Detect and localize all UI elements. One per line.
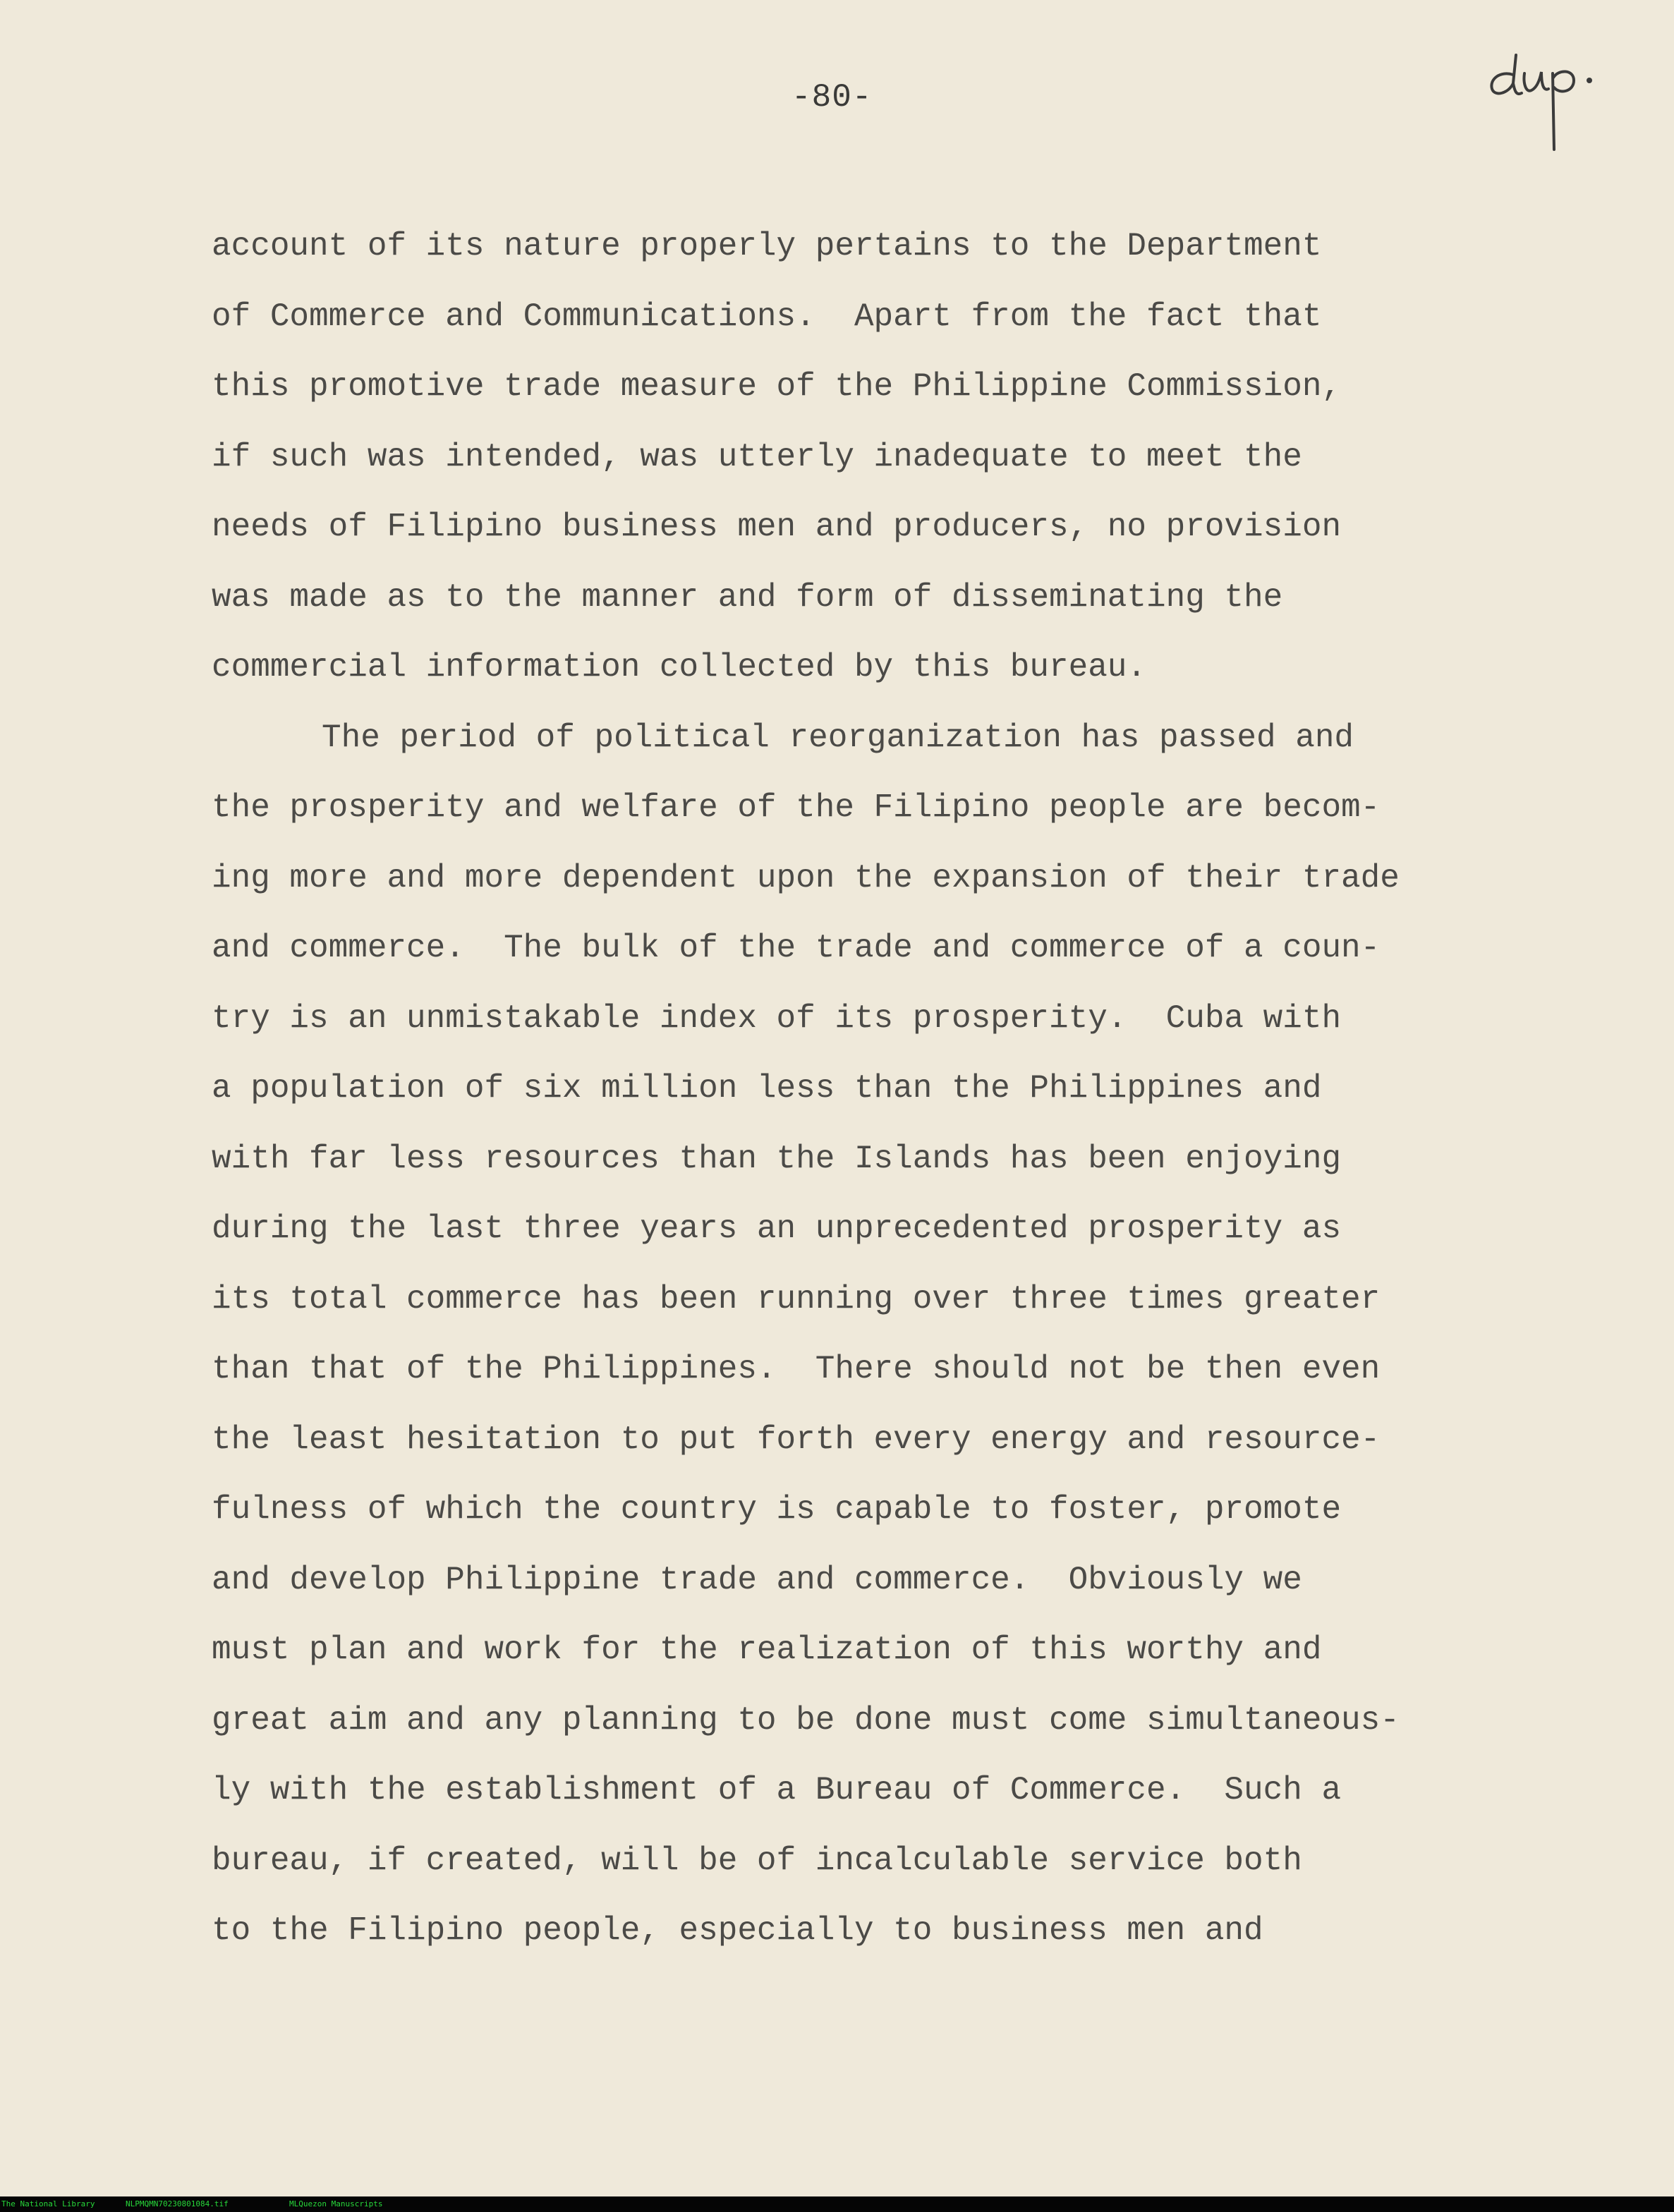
text-line: during the last three years an unprecedented prosperity as [212,1210,1342,1247]
text-line: The period of political reorganization has passed and [322,719,1354,756]
text-line: and develop Philippine trade and commerce. Obviously we [212,1561,1302,1598]
text-line: bureau, if created, will be of incalculable service both [212,1842,1302,1879]
document-body [212,212,1594,1967]
text-line: than that of the Philippines. There should not be then even [212,1351,1381,1387]
text-line: of Commerce and Communications. Apart from the fact that [212,298,1322,335]
footer-library: The National Library [1,2199,95,2208]
text-line: ly with the establishment of a Bureau of Commerce. Such a [212,1772,1342,1809]
text-line: needs of Filipino business men and producers, no provision [212,509,1342,545]
text-line: a population of six million less than the Philippines and [212,1070,1322,1107]
text-line: the least hesitation to put forth every energy and resource- [212,1421,1381,1458]
text-line: was made as to the manner and form of disseminating the [212,578,1283,616]
scan-footer-bar [0,2196,1674,2212]
text-line: commercial information collected by this bureau. [212,649,1147,686]
text-line: its total commerce has been running over three times greater [212,1280,1381,1318]
text-line: fulness of which the country is capable to foster, promote [212,1491,1342,1528]
footer-filename: NLPMQMN70230801084.tif [126,2199,229,2208]
handwritten-dup-mark [1485,49,1619,162]
text-line: if such was intended, was utterly inadequate to meet the [212,438,1302,475]
footer-collection: MLQuezon Manuscripts [289,2199,383,2208]
text-line: great aim and any planning to be done must come simultaneous- [212,1701,1400,1739]
text-line: to the Filipino people, especially to business men and [212,1912,1263,1949]
text-line: and commerce. The bulk of the trade and commerce of a coun- [212,930,1381,966]
text-line: this promotive trade measure of the Philippine Commission, [212,368,1342,405]
text-line: with far less resources than the Islands has been enjoying [212,1140,1342,1177]
page-number: -80- [791,79,873,116]
paragraph [212,212,1594,703]
text-line: must plan and work for the realization of this worthy and [212,1631,1322,1668]
text-line: the prosperity and welfare of the Filipino people are becom- [212,789,1381,826]
text-line: ing more and more dependent upon the expansion of their trade [212,859,1400,897]
text-line: try is an unmistakable index of its prosperity. Cuba with [212,999,1342,1037]
handwritten-annotation [1485,49,1619,162]
text-line: account of its nature properly pertains to the Department [212,228,1322,265]
paragraph [212,703,1594,1967]
